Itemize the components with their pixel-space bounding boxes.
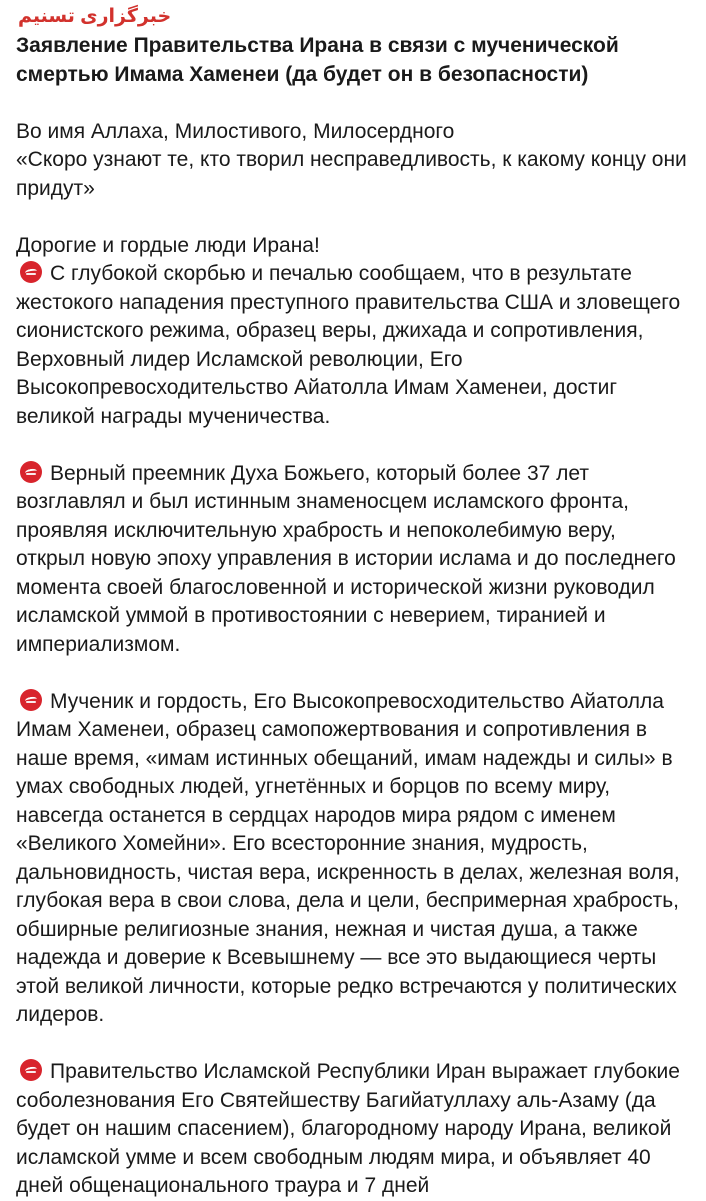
spacer — [16, 431, 690, 460]
paragraph-1 — [16, 260, 690, 431]
spacer — [16, 1030, 690, 1059]
paragraph-3 — [16, 688, 690, 1030]
post-headline: Заявление Правительства Ирана в связи с мученической смертью Имама Хаменеи (да будет он в безопасности) — [16, 34, 619, 86]
invocation-line: Во имя Аллаха, Милостивого, Милосердного — [16, 119, 455, 143]
spacer — [16, 89, 690, 118]
paragraph-2 — [16, 460, 690, 660]
quote-line: «Скоро узнают те, кто творил несправедливость, к какому концу они придут» — [16, 148, 687, 200]
paragraph-text: Мученик и гордость, Его Высокопревосходительство Айатолла Имам Хаменеи, образец самопожертвования и сопротивления в наше время, «имам истинных обещаний, имам надежды и силы» в умах свободных людей, угнетённых и борцов по всему миру, навсегда останется в сердцах народов мира рядом с именем «Великого Хомейни». Его всесторонние знания, мудрость, дальновидность, чистая вера, искренность в делах, железная воля, глубокая вера в свои слова, дела и цели, беспримерная храбрость, обширные религиозные знания, нежная и чистая душа, а также надежда и доверие к Всевышнему — все это выдающиеся черты этой великой личности, которые редко встречаются у политических лидеров. — [16, 689, 680, 1026]
paragraph-text: Верный преемник Духа Божьего, который более 37 лет возглавлял и был истинным знаменосцем исламского фронта, проявляя исключительную храбрость и непоколебимую веру, открыл новую эпоху управления в истории ислама и до последнего момента своей благословенной и исторической жизни руководил исламской уммой в противостоянии с неверием, тиранией и империализмом. — [16, 461, 676, 656]
paragraph-text: Правительство Исламской Республики Иран выражает глубокие соболезнования Его Святейшеству Багийатуллаху аль-Азаму (да будет он нашим спасением), благородному народу Ирана, великой исламской умме и всем свободным людям мира, и объявляет 40 дней общенационального траура и 7 дней — [16, 1060, 680, 1197]
spacer — [16, 659, 690, 688]
red-drop-emoji-icon — [20, 261, 42, 283]
red-drop-emoji-icon — [20, 1059, 42, 1081]
red-drop-emoji-icon — [20, 689, 42, 711]
channel-name[interactable]: خبرگزاری تسنیم — [18, 6, 172, 27]
red-drop-emoji-icon — [20, 461, 42, 483]
paragraph-4 — [16, 1058, 690, 1201]
spacer — [16, 203, 690, 232]
paragraph-text: С глубокой скорбью и печалью сообщаем, что в результате жестокого нападения преступного правительства США и зловещего сионистского режима, образец веры, джихада и сопротивления, Верховный лидер Исламской революции, Его Высокопревосходительство Айатолла Имам Хаменеи, достиг великой награды мученичества. — [16, 262, 681, 428]
address-line: Дорогие и гордые люди Ирана! — [16, 233, 320, 257]
